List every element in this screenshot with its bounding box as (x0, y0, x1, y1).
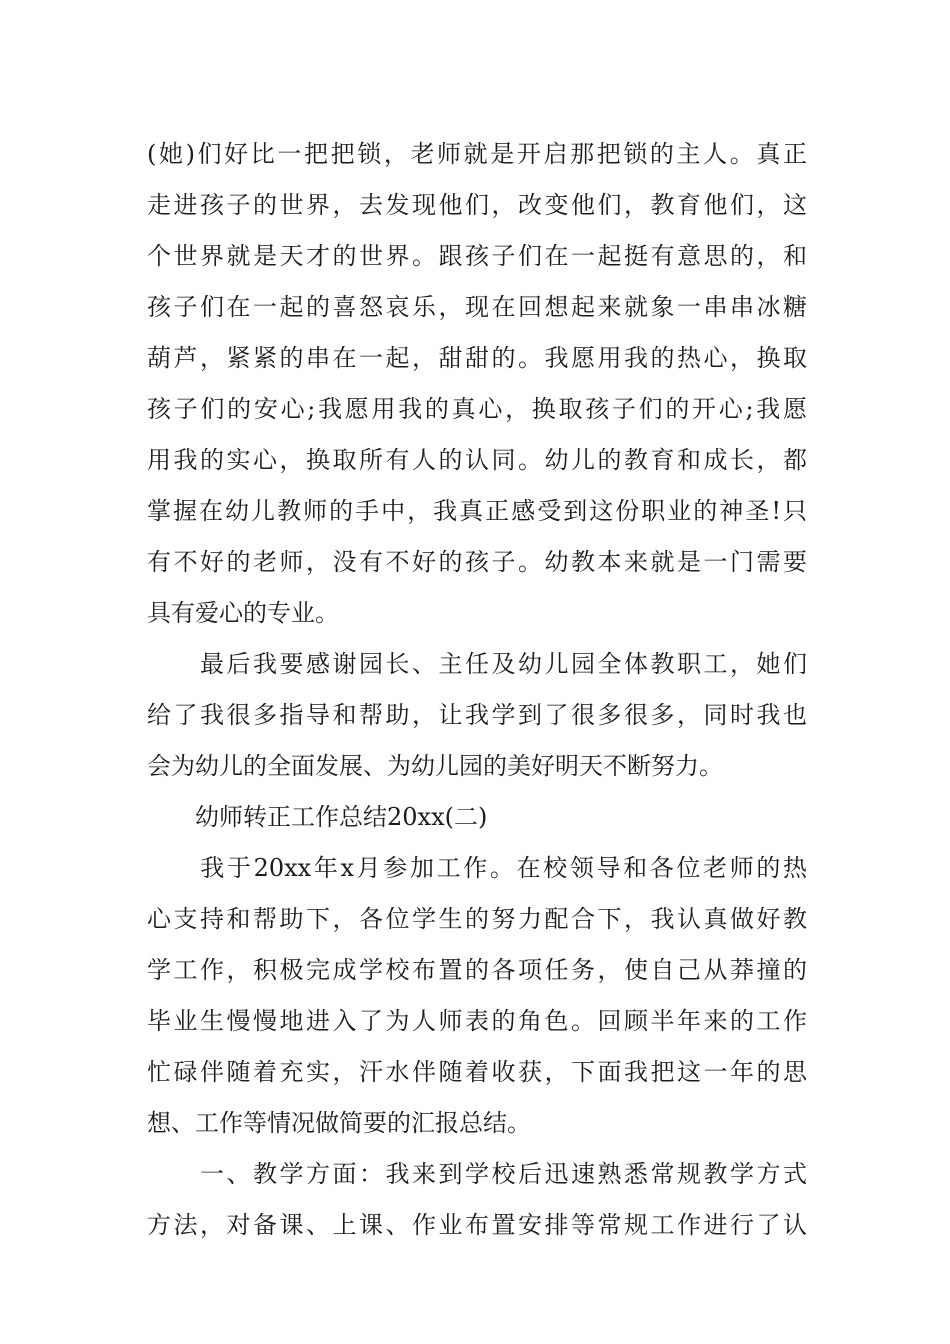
text-line: 会为幼儿的全面发展、为幼儿园的美好明天不断努力。 (147, 752, 723, 780)
text-line: 忙碌伴随着充实，汗水伴随着收获，下面我把这一年的思 (147, 1058, 807, 1086)
text-line: 学工作，积极完成学校布置的各项任务，使自己从莽撞的 (147, 956, 807, 984)
text-line: 掌握在幼儿教师的手中，我真正感受到这份职业的神圣!只 (147, 497, 807, 525)
text-line: 想、工作等情况做简要的汇报总结。 (147, 1109, 531, 1137)
text-line: 毕业生慢慢地进入了为人师表的角色。回顾半年来的工作 (147, 1007, 807, 1035)
text-line: 孩子们的安心;我愿用我的真心，换取孩子们的开心;我愿 (147, 395, 807, 423)
text-line: (她)们好比一把把锁，老师就是开启那把锁的主人。真正 (147, 140, 807, 168)
text-line: 最后我要感谢园长、主任及幼儿园全体教职工，她们 (147, 650, 807, 678)
text-line: 葫芦，紧紧的串在一起，甜甜的。我愿用我的热心，换取 (147, 344, 807, 372)
text-line: 方法，对备课、上课、作业布置安排等常规工作进行了认 (147, 1211, 807, 1239)
text-line: 个世界就是天才的世界。跟孩子们在一起挺有意思的，和 (147, 242, 807, 270)
text-line: 具有爱心的专业。 (147, 599, 339, 627)
text-line: 心支持和帮助下，各位学生的努力配合下，我认真做好教 (147, 905, 807, 933)
text-line: 孩子们在一起的喜怒哀乐，现在回想起来就象一串串冰糖 (147, 293, 807, 321)
text-line: 给了我很多指导和帮助，让我学到了很多很多，同时我也 (147, 701, 807, 729)
text-line: 走进孩子的世界，去发现他们，改变他们，教育他们，这 (147, 191, 807, 219)
text-line: 我于20xx年x月参加工作。在校领导和各位老师的热 (147, 854, 807, 882)
text-line: 一、教学方面：我来到学校后迅速熟悉常规教学方式 (147, 1160, 807, 1188)
section-heading: 幼师转正工作总结20xx(二) (147, 803, 488, 831)
text-line: 用我的实心，换取所有人的认同。幼儿的教育和成长，都 (147, 446, 807, 474)
body-text (147, 129, 807, 1251)
text-line: 有不好的老师，没有不好的孩子。幼教本来就是一门需要 (147, 548, 807, 576)
